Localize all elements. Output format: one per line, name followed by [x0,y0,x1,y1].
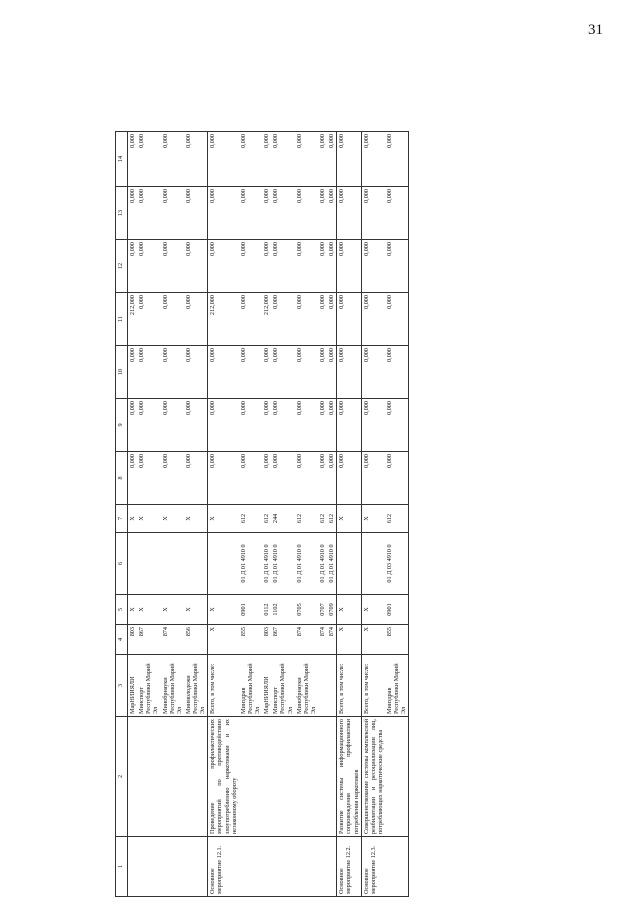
cell-target-article [337,533,361,595]
cell-amount-col-9: 0,000 [137,399,160,452]
cell-expense-type: 612 [385,505,409,533]
cell-grbs: 855 [385,625,409,655]
cell-grbs: 874 [327,625,337,655]
cell-amount-col-12: 0,000 [262,240,271,293]
cell-amount-col-11: 0,000 [271,293,294,346]
cell-expense-type: X [361,505,385,533]
cell-amount-col-10: 0,000 [318,346,327,399]
col-header: 13 [116,187,128,240]
cell-amount-col-10: 0,000 [239,346,262,399]
table-row [318,132,327,897]
cell-grbs: 856 [184,625,208,655]
cell-section: 0707 [318,595,327,625]
cell-amount-col-13: 0,000 [128,187,138,240]
cell-amount-col-12: 0,000 [318,240,327,293]
cell-measure [318,837,327,897]
cell-amount-col-8: 0,000 [327,452,337,505]
cell-amount-col-9: 0,000 [271,399,294,452]
cell-amount-col-14: 0,000 [208,132,239,187]
cell-description [385,717,409,837]
cell-amount-col-13: 0,000 [184,187,208,240]
cell-amount-col-8: 0,000 [295,452,318,505]
cell-expense-type: 244 [271,505,294,533]
cell-executor [327,655,337,717]
cell-section: X [128,595,138,625]
cell-measure [128,837,138,897]
cell-amount-col-14: 0,000 [361,132,385,187]
cell-measure: Основное мероприятие 12.3. [361,837,385,897]
cell-target-article: 01 Д 01 4910 0 [327,533,337,595]
cell-measure [385,837,409,897]
cell-grbs: 874 [318,625,327,655]
cell-amount-col-10: 0,000 [327,346,337,399]
cell-amount-col-11: 212,000 [128,293,138,346]
col-header: 14 [116,132,128,187]
cell-amount-col-8: 0,000 [184,452,208,505]
cell-amount-col-13: 0,000 [327,187,337,240]
cell-amount-col-12: 0,000 [271,240,294,293]
cell-target-article: 01 Д 01 4910 0 [271,533,294,595]
col-header: 1 [116,837,128,897]
cell-amount-col-10: 0,000 [295,346,318,399]
cell-target-article [361,533,385,595]
cell-executor: Минздрав Республики Марий Эл [239,655,262,717]
cell-expense-type: X [208,505,239,533]
cell-grbs: 855 [239,625,262,655]
cell-grbs: 874 [295,625,318,655]
cell-measure [137,837,160,897]
table-row [327,132,337,897]
table-row [208,132,239,897]
cell-expense-type: 612 [327,505,337,533]
cell-expense-type: X [184,505,208,533]
cell-section: 0705 [295,595,318,625]
cell-amount-col-8: 0,000 [161,452,184,505]
cell-amount-col-13: 0,000 [337,187,361,240]
table-row [184,132,208,897]
cell-amount-col-13: 0,000 [385,187,409,240]
cell-amount-col-9: 0,000 [361,399,385,452]
cell-amount-col-13: 0,000 [137,187,160,240]
cell-amount-col-12: 0,000 [184,240,208,293]
table-row [239,132,262,897]
cell-amount-col-9: 0,000 [318,399,327,452]
cell-amount-col-13: 0,000 [239,187,262,240]
cell-amount-col-8: 0,000 [128,452,138,505]
cell-section: 1102 [271,595,294,625]
cell-amount-col-10: 0,000 [361,346,385,399]
cell-amount-col-8: 0,000 [271,452,294,505]
cell-amount-col-10: 0,000 [128,346,138,399]
cell-executor: МарНИИЯЛИ [262,655,271,717]
table-row [128,132,138,897]
cell-description [184,717,208,837]
cell-description [295,717,318,837]
table-row [295,132,318,897]
cell-grbs: 867 [137,625,160,655]
cell-description [271,717,294,837]
cell-amount-col-10: 0,000 [184,346,208,399]
cell-amount-col-10: 0,000 [337,346,361,399]
cell-grbs: 803 [262,625,271,655]
cell-section: X [361,595,385,625]
cell-description: Развитие системы информационного сопровождения профилактики потребления наркотиков [337,717,361,837]
cell-amount-col-11: 0,000 [327,293,337,346]
cell-target-article [184,533,208,595]
cell-amount-col-11: 0,000 [137,293,160,346]
table-row [271,132,294,897]
cell-measure [262,837,271,897]
cell-amount-col-14: 0,000 [318,132,327,187]
cell-amount-col-11: 0,000 [361,293,385,346]
cell-amount-col-14: 0,000 [161,132,184,187]
cell-amount-col-13: 0,000 [161,187,184,240]
cell-expense-type: 612 [318,505,327,533]
cell-amount-col-8: 0,000 [361,452,385,505]
cell-section: X [208,595,239,625]
cell-amount-col-12: 0,000 [128,240,138,293]
cell-measure [184,837,208,897]
cell-amount-col-9: 0,000 [385,399,409,452]
cell-expense-type: X [337,505,361,533]
cell-measure: Основное мероприятие 12.1. [208,837,239,897]
cell-amount-col-10: 0,000 [208,346,239,399]
cell-target-article [128,533,138,595]
cell-amount-col-14: 0,000 [262,132,271,187]
cell-amount-col-13: 0,000 [295,187,318,240]
cell-executor: Всего, в том числе: [208,655,239,717]
cell-section: X [337,595,361,625]
col-header: 9 [116,399,128,452]
table-row [385,132,409,897]
cell-amount-col-13: 0,000 [361,187,385,240]
cell-description [161,717,184,837]
cell-amount-col-12: 0,000 [161,240,184,293]
cell-amount-col-14: 0,000 [271,132,294,187]
cell-amount-col-13: 0,000 [208,187,239,240]
table-row [262,132,271,897]
table-row [137,132,160,897]
cell-executor: Всего, в том числе: [337,655,361,717]
cell-amount-col-14: 0,000 [137,132,160,187]
cell-target-article: 01 Д 03 4910 0 [385,533,409,595]
cell-section: X [137,595,160,625]
cell-amount-col-14: 0,000 [239,132,262,187]
cell-amount-col-10: 0,000 [271,346,294,399]
cell-target-article: 01 Д 01 4910 0 [295,533,318,595]
col-header: 11 [116,293,128,346]
cell-target-article [161,533,184,595]
cell-amount-col-9: 0,000 [327,399,337,452]
cell-executor: Минспорт Республики Марий Эл [271,655,294,717]
cell-amount-col-9: 0,000 [239,399,262,452]
cell-amount-col-12: 0,000 [361,240,385,293]
table-row [361,132,385,897]
col-header: 10 [116,346,128,399]
cell-grbs: X [337,625,361,655]
cell-executor: МарНИИЯЛИ [128,655,138,717]
cell-executor: Минмолодежи Республики Марий Эл [184,655,208,717]
cell-description [262,717,271,837]
cell-amount-col-10: 0,000 [262,346,271,399]
cell-grbs: X [361,625,385,655]
cell-amount-col-13: 0,000 [318,187,327,240]
cell-description: Совершенствование системы комплексной реабилитации и ресоциализации лиц, потребляющих наркотические средства [361,717,385,837]
cell-amount-col-14: 0,000 [184,132,208,187]
cell-executor: Минздрав Республики Марий Эл [385,655,409,717]
cell-amount-col-9: 0,000 [262,399,271,452]
cell-amount-col-13: 0,000 [262,187,271,240]
cell-description [327,717,337,837]
cell-measure [239,837,262,897]
col-header: 8 [116,452,128,505]
cell-measure [271,837,294,897]
cell-expense-type: X [128,505,138,533]
cell-measure [295,837,318,897]
cell-amount-col-10: 0,000 [161,346,184,399]
cell-executor [318,655,327,717]
cell-amount-col-14: 0,000 [128,132,138,187]
cell-description [239,717,262,837]
table-row [337,132,361,897]
cell-amount-col-8: 0,000 [262,452,271,505]
budget-table [115,131,409,897]
cell-amount-col-11: 0,000 [161,293,184,346]
cell-description [318,717,327,837]
page-number: 31 [588,22,603,38]
cell-amount-col-10: 0,000 [385,346,409,399]
cell-expense-type: 612 [295,505,318,533]
col-header: 7 [116,505,128,533]
cell-amount-col-12: 0,000 [208,240,239,293]
table-body [128,132,409,897]
rotated-table-container [115,132,639,897]
cell-amount-col-9: 0,000 [128,399,138,452]
cell-description: Проведение профилактических мероприятий по противодействию злоупотреблению наркотиками и их незаконному обороту [208,717,239,837]
cell-amount-col-8: 0,000 [385,452,409,505]
cell-section: 0112 [262,595,271,625]
col-header: 3 [116,655,128,717]
header-row [116,132,128,897]
cell-amount-col-9: 0,000 [295,399,318,452]
cell-amount-col-12: 0,000 [327,240,337,293]
cell-section: 0901 [239,595,262,625]
cell-amount-col-11: 0,000 [239,293,262,346]
col-header: 2 [116,717,128,837]
cell-amount-col-11: 0,000 [337,293,361,346]
cell-amount-col-13: 0,000 [271,187,294,240]
cell-amount-col-9: 0,000 [337,399,361,452]
cell-amount-col-12: 0,000 [239,240,262,293]
cell-amount-col-11: 0,000 [318,293,327,346]
cell-amount-col-12: 0,000 [337,240,361,293]
cell-executor: Минспорт Республики Марий Эл [137,655,160,717]
cell-description [137,717,160,837]
cell-amount-col-14: 0,000 [385,132,409,187]
cell-grbs: 803 [128,625,138,655]
cell-executor: Всего, в том числе: [361,655,385,717]
table-row [161,132,184,897]
cell-amount-col-12: 0,000 [385,240,409,293]
cell-amount-col-11: 0,000 [385,293,409,346]
cell-amount-col-8: 0,000 [239,452,262,505]
cell-amount-col-9: 0,000 [208,399,239,452]
cell-amount-col-14: 0,000 [337,132,361,187]
cell-measure: Основное мероприятие 12.2. [337,837,361,897]
cell-amount-col-8: 0,000 [337,452,361,505]
cell-amount-col-9: 0,000 [161,399,184,452]
cell-amount-col-10: 0,000 [137,346,160,399]
cell-amount-col-8: 0,000 [208,452,239,505]
cell-expense-type: 612 [262,505,271,533]
cell-target-article: 01 Д 01 4910 0 [262,533,271,595]
cell-executor: Минобрнауки Республики Марий Эл [161,655,184,717]
cell-grbs: 867 [271,625,294,655]
col-header: 5 [116,595,128,625]
cell-measure [327,837,337,897]
cell-amount-col-11: 212,000 [208,293,239,346]
cell-target-article: 01 Д 01 4910 0 [239,533,262,595]
cell-amount-col-14: 0,000 [295,132,318,187]
cell-amount-col-12: 0,000 [295,240,318,293]
cell-amount-col-8: 0,000 [137,452,160,505]
cell-section: X [184,595,208,625]
cell-amount-col-8: 0,000 [318,452,327,505]
cell-amount-col-11: 212,000 [262,293,271,346]
cell-measure [161,837,184,897]
cell-section: 0901 [385,595,409,625]
cell-grbs: 874 [161,625,184,655]
cell-amount-col-9: 0,000 [184,399,208,452]
cell-section: 0709 [327,595,337,625]
col-header: 12 [116,240,128,293]
cell-expense-type: 612 [239,505,262,533]
cell-expense-type: X [161,505,184,533]
cell-executor: Минобрнауки Республики Марий Эл [295,655,318,717]
cell-amount-col-11: 0,000 [295,293,318,346]
cell-amount-col-11: 0,000 [184,293,208,346]
cell-target-article [137,533,160,595]
cell-amount-col-14: 0,000 [327,132,337,187]
cell-description [128,717,138,837]
cell-expense-type: X [137,505,160,533]
cell-grbs: X [208,625,239,655]
cell-amount-col-12: 0,000 [137,240,160,293]
cell-target-article [208,533,239,595]
cell-target-article: 01 Д 01 4910 0 [318,533,327,595]
cell-section: X [161,595,184,625]
col-header: 6 [116,533,128,595]
col-header: 4 [116,625,128,655]
